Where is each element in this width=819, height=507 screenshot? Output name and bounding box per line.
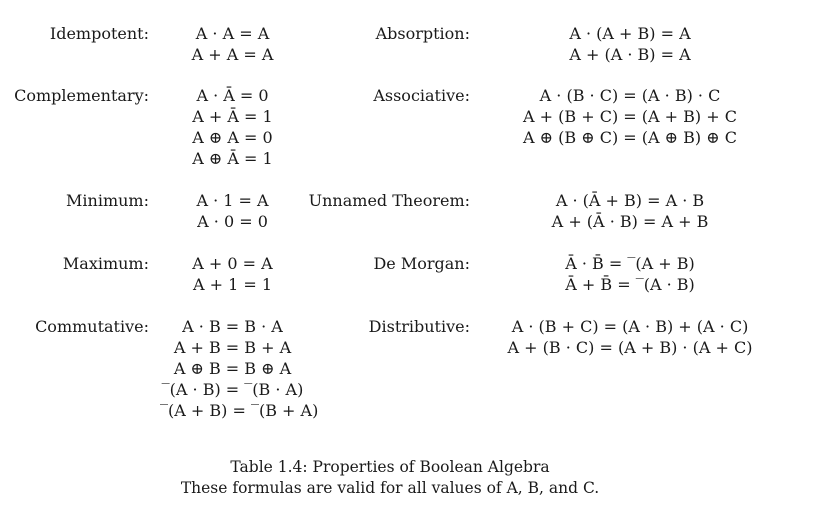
label-commutative: Commutative:: [35, 317, 149, 336]
label-distributive: Distributive:: [368, 317, 470, 336]
equations-distributive: [480, 316, 780, 358]
label-complementary: Complementary:: [14, 86, 149, 105]
equation: A + (Ā · B) = A + B: [551, 212, 709, 231]
equation: A ⊕ (B ⊕ C) = (A ⊕ B) ⊕ C: [523, 128, 737, 147]
table-caption: Table 1.4: Properties of Boolean Algebra: [230, 458, 550, 476]
equation: A ⊕ B = B ⊕ A: [173, 359, 292, 378]
equations-commutative: [160, 316, 319, 421]
equation: A + B = B + A: [173, 338, 292, 357]
equations-de-morgan: [480, 253, 780, 295]
label-minimum: Minimum:: [66, 191, 149, 210]
equation: Ā + B̄ = ‾(A · B): [565, 275, 695, 294]
equation: A ⊕ Ā = 1: [192, 149, 273, 168]
equation: A · 1 = A: [196, 191, 269, 210]
equation: A · (B + C) = (A · B) + (A · C): [511, 317, 749, 336]
equations-idempotent: [160, 23, 305, 65]
label-absorption: Absorption:: [375, 24, 470, 43]
label-unnamed-theorem: Unnamed Theorem:: [308, 191, 470, 210]
equations-associative: [480, 85, 780, 148]
equation: A + 0 = A: [192, 254, 273, 273]
label-associative: Associative:: [373, 86, 470, 105]
equations-complementary: [160, 85, 305, 169]
equations-unnamed-theorem: [480, 190, 780, 232]
equation: ‾(A · B) = ‾(B · A): [161, 380, 304, 399]
equation: A · (Ā + B) = A · B: [555, 191, 705, 210]
equation: A · 0 = 0: [197, 212, 268, 231]
equation: A + Ā = 1: [192, 107, 273, 126]
equations-absorption: [480, 23, 780, 65]
equations-minimum: [160, 190, 305, 232]
equations-maximum: [160, 253, 305, 295]
label-maximum: Maximum:: [62, 254, 149, 273]
equation: A + (B · C) = (A + B) · (A + C): [507, 338, 753, 357]
equation: A · (A + B) = A: [569, 24, 691, 43]
equation: A · B = B · A: [182, 317, 283, 336]
equation: A ⊕ A = 0: [192, 128, 273, 147]
table-caption-note: These formulas are valid for all values of A, B, and C.: [180, 479, 600, 497]
label-de-morgan: De Morgan:: [373, 254, 470, 273]
equation: A · Ā = 0: [196, 86, 269, 105]
equation: A + (A · B) = A: [569, 45, 691, 64]
equation: Ā · B̄ = ‾(A + B): [565, 254, 695, 273]
equation: A + 1 = 1: [192, 275, 273, 294]
equation: A · A = A: [195, 24, 270, 43]
equation: A · (B · C) = (A · B) · C: [539, 86, 721, 105]
equation: A + A = A: [191, 45, 274, 64]
equation: A + (B + C) = (A + B) + C: [523, 107, 737, 126]
label-idempotent: Idempotent:: [49, 24, 149, 43]
equation: ‾(A + B) = ‾(B + A): [160, 401, 319, 420]
